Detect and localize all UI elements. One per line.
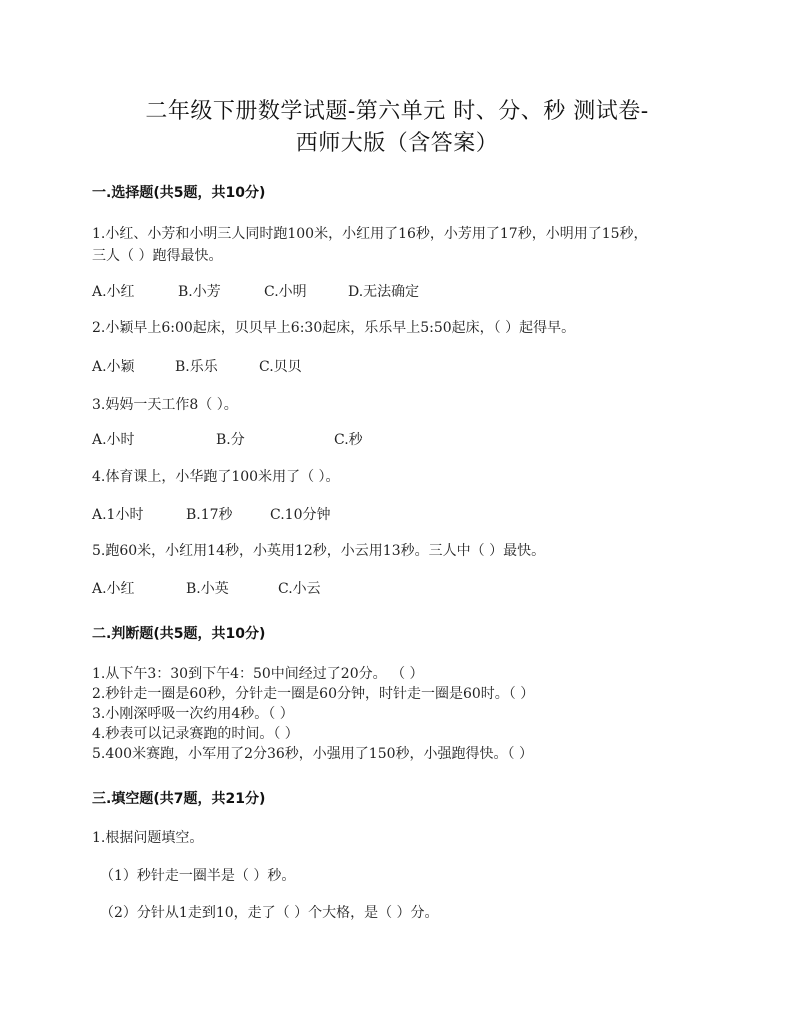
- option-a: A.小红: [92, 581, 135, 597]
- question-3-line-1: 3.妈妈一天工作8（ ）。: [92, 397, 238, 413]
- question-1-options: [92, 282, 419, 302]
- fill-subquestion-2: （2）分针从1走到10，走了（ ）个大格，是（ ）分。: [100, 905, 439, 921]
- option-c: C.10分钟: [270, 507, 331, 523]
- option-c: C.小云: [278, 581, 321, 597]
- option-a: A.小红: [92, 284, 135, 300]
- document-title: [0, 96, 794, 160]
- option-b: B.小芳: [178, 284, 221, 300]
- title-line-1: 二年级下册数学试题-第六单元 时、分、秒 测试卷-: [145, 99, 649, 124]
- fill-question-1: 1.根据问题填空。: [92, 830, 204, 846]
- question-5-line-1: 5.跑60米，小红用14秒，小英用12秒，小云用13秒。三人中（ ）最快。: [92, 543, 546, 559]
- option-b: B.小英: [186, 581, 229, 597]
- option-b: B.17秒: [186, 507, 233, 523]
- option-d: D.无法确定: [348, 284, 420, 300]
- judge-item-4: 4.秒表可以记录赛跑的时间。（ ）: [92, 726, 299, 742]
- section-heading-choice: 一.选择题(共5题，共10分): [92, 185, 266, 201]
- option-b: B.分: [216, 432, 245, 448]
- option-a: A.1小时: [92, 507, 144, 523]
- judge-item-3: 3.小刚深呼吸一次约用4秒。（ ）: [92, 706, 294, 722]
- question-2-line-1: 2.小颖早上6:00起床，贝贝早上6:30起床，乐乐早上5:50起床，（ ）起得早。: [92, 320, 576, 336]
- judge-item-2: 2.秒针走一圈是60秒，分针走一圈是60分钟，时针走一圈是60时。（ ）: [92, 686, 535, 702]
- section-heading-fill: 三.填空题(共7题，共21分): [92, 791, 266, 807]
- option-b: B.乐乐: [175, 359, 218, 375]
- option-c: C.小明: [264, 284, 307, 300]
- fill-subquestion-1: （1）秒针走一圈半是（ ）秒。: [100, 868, 296, 884]
- question-5-options: [92, 579, 321, 599]
- option-a: A.小时: [92, 432, 135, 448]
- question-4-line-1: 4.体育课上，小华跑了100米用了（ ）。: [92, 469, 340, 485]
- question-4-options: [92, 505, 330, 525]
- option-c: C.秒: [334, 432, 363, 448]
- question-1-line-1: 1.小红、小芳和小明三人同时跑100米，小红用了16秒，小芳用了17秒，小明用了15秒，: [92, 226, 648, 242]
- question-3-options: [92, 430, 363, 450]
- question-2-options: [92, 357, 302, 377]
- judge-item-5: 5.400米赛跑，小军用了2分36秒，小强用了150秒，小强跑得快。（ ）: [92, 746, 533, 762]
- title-line-2: 西师大版（含答案）: [295, 131, 499, 156]
- option-a: A.小颖: [92, 359, 135, 375]
- judge-item-1: 1.从下午3：30到下午4：50中间经过了20分。 （ ）: [92, 666, 424, 682]
- question-1-line-2: 三人（ ）跑得最快。: [92, 248, 223, 264]
- option-c: C.贝贝: [259, 359, 302, 375]
- section-heading-judge: 二.判断题(共5题，共10分): [92, 626, 266, 642]
